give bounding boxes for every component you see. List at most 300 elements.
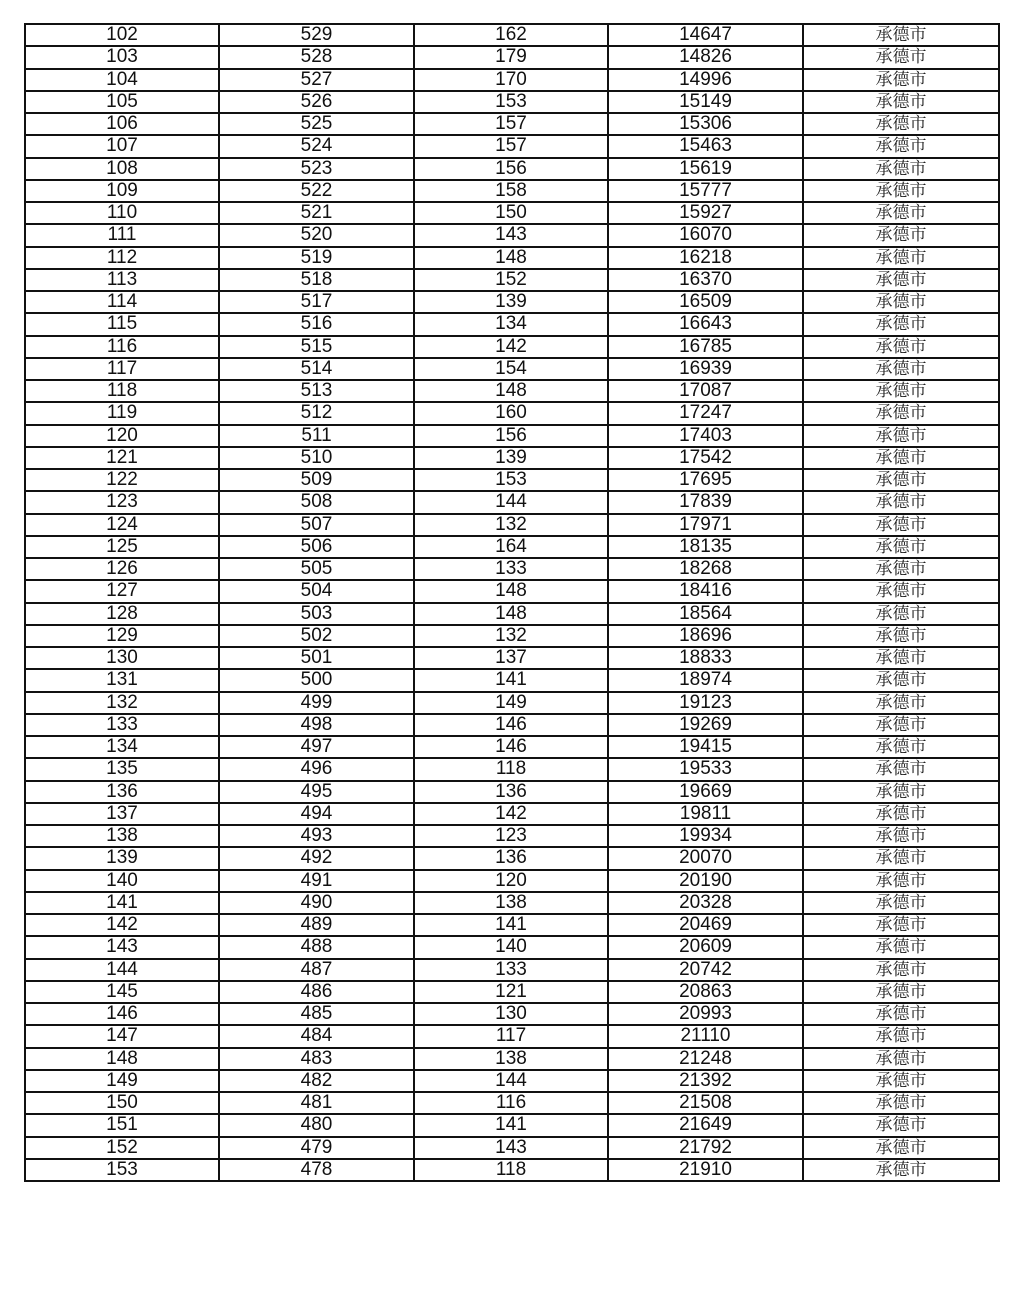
city-cell: 承德市 bbox=[803, 959, 999, 981]
table-row bbox=[25, 336, 999, 358]
city-cell: 承德市 bbox=[803, 69, 999, 91]
city-cell: 承德市 bbox=[803, 936, 999, 958]
cumulative-count-cell: 18268 bbox=[608, 558, 803, 580]
table-row bbox=[25, 291, 999, 313]
count-cell: 148 bbox=[414, 247, 608, 269]
table-row bbox=[25, 536, 999, 558]
score-cell: 487 bbox=[219, 959, 414, 981]
table-row bbox=[25, 603, 999, 625]
table-row bbox=[25, 180, 999, 202]
count-cell: 132 bbox=[414, 514, 608, 536]
row-index-cell: 132 bbox=[25, 692, 219, 714]
cumulative-count-cell: 21392 bbox=[608, 1070, 803, 1092]
score-cell: 504 bbox=[219, 580, 414, 602]
row-index-cell: 150 bbox=[25, 1092, 219, 1114]
count-cell: 150 bbox=[414, 202, 608, 224]
city-cell: 承德市 bbox=[803, 358, 999, 380]
table-row bbox=[25, 1159, 999, 1181]
score-cell: 488 bbox=[219, 936, 414, 958]
table-row bbox=[25, 447, 999, 469]
row-index-cell: 120 bbox=[25, 425, 219, 447]
city-cell: 承德市 bbox=[803, 692, 999, 714]
table-row bbox=[25, 425, 999, 447]
score-cell: 494 bbox=[219, 803, 414, 825]
count-cell: 157 bbox=[414, 135, 608, 157]
cumulative-count-cell: 20742 bbox=[608, 959, 803, 981]
row-index-cell: 115 bbox=[25, 313, 219, 335]
count-cell: 160 bbox=[414, 402, 608, 424]
count-cell: 146 bbox=[414, 714, 608, 736]
cumulative-count-cell: 17403 bbox=[608, 425, 803, 447]
city-cell: 承德市 bbox=[803, 135, 999, 157]
count-cell: 140 bbox=[414, 936, 608, 958]
city-cell: 承德市 bbox=[803, 247, 999, 269]
row-index-cell: 116 bbox=[25, 336, 219, 358]
count-cell: 130 bbox=[414, 1003, 608, 1025]
city-cell: 承德市 bbox=[803, 336, 999, 358]
table-row bbox=[25, 135, 999, 157]
score-cell: 516 bbox=[219, 313, 414, 335]
cumulative-count-cell: 20609 bbox=[608, 936, 803, 958]
score-cell: 524 bbox=[219, 135, 414, 157]
table-row bbox=[25, 1025, 999, 1047]
cumulative-count-cell: 17971 bbox=[608, 514, 803, 536]
cumulative-count-cell: 16785 bbox=[608, 336, 803, 358]
score-cell: 493 bbox=[219, 825, 414, 847]
table-row bbox=[25, 981, 999, 1003]
table-row bbox=[25, 1048, 999, 1070]
score-cell: 483 bbox=[219, 1048, 414, 1070]
cumulative-count-cell: 19934 bbox=[608, 825, 803, 847]
city-cell: 承德市 bbox=[803, 825, 999, 847]
row-index-cell: 107 bbox=[25, 135, 219, 157]
score-cell: 514 bbox=[219, 358, 414, 380]
table-row bbox=[25, 825, 999, 847]
score-cell: 499 bbox=[219, 692, 414, 714]
row-index-cell: 114 bbox=[25, 291, 219, 313]
count-cell: 116 bbox=[414, 1092, 608, 1114]
score-cell: 526 bbox=[219, 91, 414, 113]
row-index-cell: 130 bbox=[25, 647, 219, 669]
table-row bbox=[25, 558, 999, 580]
table-row bbox=[25, 1003, 999, 1025]
score-cell: 501 bbox=[219, 647, 414, 669]
city-cell: 承德市 bbox=[803, 491, 999, 513]
table-row bbox=[25, 847, 999, 869]
row-index-cell: 112 bbox=[25, 247, 219, 269]
table-row bbox=[25, 914, 999, 936]
cumulative-count-cell: 18974 bbox=[608, 669, 803, 691]
count-cell: 118 bbox=[414, 758, 608, 780]
row-index-cell: 143 bbox=[25, 936, 219, 958]
count-cell: 133 bbox=[414, 959, 608, 981]
score-cell: 528 bbox=[219, 46, 414, 68]
count-cell: 141 bbox=[414, 1114, 608, 1136]
table-row bbox=[25, 892, 999, 914]
city-cell: 承德市 bbox=[803, 847, 999, 869]
city-cell: 承德市 bbox=[803, 447, 999, 469]
count-cell: 157 bbox=[414, 113, 608, 135]
row-index-cell: 126 bbox=[25, 558, 219, 580]
count-cell: 153 bbox=[414, 469, 608, 491]
cumulative-count-cell: 20863 bbox=[608, 981, 803, 1003]
score-cell: 520 bbox=[219, 224, 414, 246]
score-cell: 505 bbox=[219, 558, 414, 580]
count-cell: 144 bbox=[414, 491, 608, 513]
cumulative-count-cell: 16370 bbox=[608, 269, 803, 291]
cumulative-count-cell: 14647 bbox=[608, 24, 803, 46]
cumulative-count-cell: 16643 bbox=[608, 313, 803, 335]
row-index-cell: 137 bbox=[25, 803, 219, 825]
city-cell: 承德市 bbox=[803, 870, 999, 892]
city-cell: 承德市 bbox=[803, 402, 999, 424]
count-cell: 149 bbox=[414, 692, 608, 714]
cumulative-count-cell: 16070 bbox=[608, 224, 803, 246]
city-cell: 承德市 bbox=[803, 981, 999, 1003]
row-index-cell: 102 bbox=[25, 24, 219, 46]
count-cell: 123 bbox=[414, 825, 608, 847]
score-cell: 527 bbox=[219, 69, 414, 91]
row-index-cell: 123 bbox=[25, 491, 219, 513]
count-cell: 136 bbox=[414, 781, 608, 803]
cumulative-count-cell: 18135 bbox=[608, 536, 803, 558]
score-cell: 507 bbox=[219, 514, 414, 536]
cumulative-count-cell: 17087 bbox=[608, 380, 803, 402]
city-cell: 承德市 bbox=[803, 803, 999, 825]
score-cell: 486 bbox=[219, 981, 414, 1003]
city-cell: 承德市 bbox=[803, 180, 999, 202]
cumulative-count-cell: 15306 bbox=[608, 113, 803, 135]
row-index-cell: 119 bbox=[25, 402, 219, 424]
score-cell: 529 bbox=[219, 24, 414, 46]
count-cell: 133 bbox=[414, 558, 608, 580]
row-index-cell: 129 bbox=[25, 625, 219, 647]
cumulative-count-cell: 17839 bbox=[608, 491, 803, 513]
count-cell: 144 bbox=[414, 1070, 608, 1092]
city-cell: 承德市 bbox=[803, 892, 999, 914]
count-cell: 153 bbox=[414, 91, 608, 113]
row-index-cell: 110 bbox=[25, 202, 219, 224]
table-row bbox=[25, 113, 999, 135]
count-cell: 170 bbox=[414, 69, 608, 91]
city-cell: 承德市 bbox=[803, 914, 999, 936]
table-row bbox=[25, 247, 999, 269]
score-cell: 481 bbox=[219, 1092, 414, 1114]
table-row bbox=[25, 46, 999, 68]
count-cell: 162 bbox=[414, 24, 608, 46]
score-cell: 485 bbox=[219, 1003, 414, 1025]
row-index-cell: 148 bbox=[25, 1048, 219, 1070]
city-cell: 承德市 bbox=[803, 647, 999, 669]
row-index-cell: 124 bbox=[25, 514, 219, 536]
count-cell: 139 bbox=[414, 447, 608, 469]
count-cell: 148 bbox=[414, 380, 608, 402]
count-cell: 179 bbox=[414, 46, 608, 68]
table-row bbox=[25, 1092, 999, 1114]
score-cell: 480 bbox=[219, 1114, 414, 1136]
score-cell: 492 bbox=[219, 847, 414, 869]
row-index-cell: 135 bbox=[25, 758, 219, 780]
city-cell: 承德市 bbox=[803, 558, 999, 580]
count-cell: 141 bbox=[414, 914, 608, 936]
table-row bbox=[25, 1114, 999, 1136]
score-cell: 498 bbox=[219, 714, 414, 736]
count-cell: 118 bbox=[414, 1159, 608, 1181]
table-row bbox=[25, 202, 999, 224]
score-cell: 508 bbox=[219, 491, 414, 513]
city-cell: 承德市 bbox=[803, 313, 999, 335]
table-row bbox=[25, 625, 999, 647]
cumulative-count-cell: 17247 bbox=[608, 402, 803, 424]
score-cell: 511 bbox=[219, 425, 414, 447]
cumulative-count-cell: 16939 bbox=[608, 358, 803, 380]
row-index-cell: 109 bbox=[25, 180, 219, 202]
city-cell: 承德市 bbox=[803, 46, 999, 68]
cumulative-count-cell: 15927 bbox=[608, 202, 803, 224]
table-row bbox=[25, 692, 999, 714]
row-index-cell: 133 bbox=[25, 714, 219, 736]
count-cell: 136 bbox=[414, 847, 608, 869]
cumulative-count-cell: 19669 bbox=[608, 781, 803, 803]
row-index-cell: 128 bbox=[25, 603, 219, 625]
row-index-cell: 127 bbox=[25, 580, 219, 602]
table-row bbox=[25, 758, 999, 780]
city-cell: 承德市 bbox=[803, 1025, 999, 1047]
city-cell: 承德市 bbox=[803, 714, 999, 736]
row-index-cell: 147 bbox=[25, 1025, 219, 1047]
count-cell: 156 bbox=[414, 158, 608, 180]
city-cell: 承德市 bbox=[803, 736, 999, 758]
score-cell: 491 bbox=[219, 870, 414, 892]
table-row bbox=[25, 269, 999, 291]
row-index-cell: 104 bbox=[25, 69, 219, 91]
count-cell: 148 bbox=[414, 603, 608, 625]
row-index-cell: 144 bbox=[25, 959, 219, 981]
table-row bbox=[25, 313, 999, 335]
city-cell: 承德市 bbox=[803, 1159, 999, 1181]
table-row bbox=[25, 491, 999, 513]
row-index-cell: 142 bbox=[25, 914, 219, 936]
score-cell: 512 bbox=[219, 402, 414, 424]
row-index-cell: 138 bbox=[25, 825, 219, 847]
count-cell: 143 bbox=[414, 1137, 608, 1159]
table-row bbox=[25, 936, 999, 958]
city-cell: 承德市 bbox=[803, 1048, 999, 1070]
cumulative-count-cell: 18564 bbox=[608, 603, 803, 625]
table-row bbox=[25, 469, 999, 491]
score-cell: 517 bbox=[219, 291, 414, 313]
table-row bbox=[25, 514, 999, 536]
count-cell: 142 bbox=[414, 803, 608, 825]
table-row bbox=[25, 870, 999, 892]
count-cell: 156 bbox=[414, 425, 608, 447]
city-cell: 承德市 bbox=[803, 224, 999, 246]
cumulative-count-cell: 20469 bbox=[608, 914, 803, 936]
cumulative-count-cell: 20190 bbox=[608, 870, 803, 892]
score-distribution-table bbox=[24, 23, 1000, 1182]
table-row bbox=[25, 736, 999, 758]
score-cell: 502 bbox=[219, 625, 414, 647]
table-row bbox=[25, 358, 999, 380]
table-row bbox=[25, 1070, 999, 1092]
cumulative-count-cell: 16509 bbox=[608, 291, 803, 313]
cumulative-count-cell: 15463 bbox=[608, 135, 803, 157]
cumulative-count-cell: 14996 bbox=[608, 69, 803, 91]
city-cell: 承德市 bbox=[803, 1114, 999, 1136]
city-cell: 承德市 bbox=[803, 625, 999, 647]
score-cell: 518 bbox=[219, 269, 414, 291]
row-index-cell: 105 bbox=[25, 91, 219, 113]
row-index-cell: 117 bbox=[25, 358, 219, 380]
table-row bbox=[25, 224, 999, 246]
cumulative-count-cell: 15619 bbox=[608, 158, 803, 180]
count-cell: 121 bbox=[414, 981, 608, 1003]
city-cell: 承德市 bbox=[803, 1003, 999, 1025]
score-cell: 523 bbox=[219, 158, 414, 180]
score-cell: 479 bbox=[219, 1137, 414, 1159]
score-cell: 519 bbox=[219, 247, 414, 269]
cumulative-count-cell: 20993 bbox=[608, 1003, 803, 1025]
count-cell: 148 bbox=[414, 580, 608, 602]
city-cell: 承德市 bbox=[803, 269, 999, 291]
cumulative-count-cell: 15777 bbox=[608, 180, 803, 202]
cumulative-count-cell: 17695 bbox=[608, 469, 803, 491]
table-row bbox=[25, 580, 999, 602]
table-row bbox=[25, 714, 999, 736]
table-row bbox=[25, 91, 999, 113]
cumulative-count-cell: 20328 bbox=[608, 892, 803, 914]
city-cell: 承德市 bbox=[803, 758, 999, 780]
row-index-cell: 118 bbox=[25, 380, 219, 402]
count-cell: 139 bbox=[414, 291, 608, 313]
row-index-cell: 122 bbox=[25, 469, 219, 491]
table-row bbox=[25, 1137, 999, 1159]
cumulative-count-cell: 21248 bbox=[608, 1048, 803, 1070]
cumulative-count-cell: 19533 bbox=[608, 758, 803, 780]
table-row bbox=[25, 69, 999, 91]
city-cell: 承德市 bbox=[803, 1070, 999, 1092]
city-cell: 承德市 bbox=[803, 202, 999, 224]
city-cell: 承德市 bbox=[803, 291, 999, 313]
row-index-cell: 140 bbox=[25, 870, 219, 892]
table-row bbox=[25, 669, 999, 691]
table-row bbox=[25, 647, 999, 669]
count-cell: 120 bbox=[414, 870, 608, 892]
score-cell: 478 bbox=[219, 1159, 414, 1181]
table-row bbox=[25, 24, 999, 46]
city-cell: 承德市 bbox=[803, 91, 999, 113]
cumulative-count-cell: 15149 bbox=[608, 91, 803, 113]
score-cell: 506 bbox=[219, 536, 414, 558]
row-index-cell: 121 bbox=[25, 447, 219, 469]
cumulative-count-cell: 21110 bbox=[608, 1025, 803, 1047]
score-cell: 513 bbox=[219, 380, 414, 402]
row-index-cell: 151 bbox=[25, 1114, 219, 1136]
cumulative-count-cell: 18833 bbox=[608, 647, 803, 669]
cumulative-count-cell: 19123 bbox=[608, 692, 803, 714]
city-cell: 承德市 bbox=[803, 781, 999, 803]
cumulative-count-cell: 19269 bbox=[608, 714, 803, 736]
city-cell: 承德市 bbox=[803, 669, 999, 691]
city-cell: 承德市 bbox=[803, 1137, 999, 1159]
row-index-cell: 134 bbox=[25, 736, 219, 758]
row-index-cell: 153 bbox=[25, 1159, 219, 1181]
count-cell: 152 bbox=[414, 269, 608, 291]
cumulative-count-cell: 21649 bbox=[608, 1114, 803, 1136]
row-index-cell: 139 bbox=[25, 847, 219, 869]
table-body bbox=[25, 24, 999, 1181]
table-row bbox=[25, 402, 999, 424]
row-index-cell: 125 bbox=[25, 536, 219, 558]
count-cell: 138 bbox=[414, 892, 608, 914]
cumulative-count-cell: 21508 bbox=[608, 1092, 803, 1114]
city-cell: 承德市 bbox=[803, 514, 999, 536]
row-index-cell: 103 bbox=[25, 46, 219, 68]
city-cell: 承德市 bbox=[803, 24, 999, 46]
count-cell: 143 bbox=[414, 224, 608, 246]
city-cell: 承德市 bbox=[803, 113, 999, 135]
row-index-cell: 152 bbox=[25, 1137, 219, 1159]
row-index-cell: 108 bbox=[25, 158, 219, 180]
score-cell: 484 bbox=[219, 1025, 414, 1047]
score-cell: 496 bbox=[219, 758, 414, 780]
city-cell: 承德市 bbox=[803, 380, 999, 402]
row-index-cell: 149 bbox=[25, 1070, 219, 1092]
score-cell: 509 bbox=[219, 469, 414, 491]
cumulative-count-cell: 19415 bbox=[608, 736, 803, 758]
count-cell: 164 bbox=[414, 536, 608, 558]
score-cell: 515 bbox=[219, 336, 414, 358]
row-index-cell: 145 bbox=[25, 981, 219, 1003]
cumulative-count-cell: 18416 bbox=[608, 580, 803, 602]
cumulative-count-cell: 19811 bbox=[608, 803, 803, 825]
table-row bbox=[25, 803, 999, 825]
count-cell: 146 bbox=[414, 736, 608, 758]
count-cell: 137 bbox=[414, 647, 608, 669]
score-cell: 497 bbox=[219, 736, 414, 758]
row-index-cell: 113 bbox=[25, 269, 219, 291]
score-cell: 489 bbox=[219, 914, 414, 936]
table-row bbox=[25, 158, 999, 180]
score-cell: 500 bbox=[219, 669, 414, 691]
count-cell: 142 bbox=[414, 336, 608, 358]
count-cell: 158 bbox=[414, 180, 608, 202]
count-cell: 138 bbox=[414, 1048, 608, 1070]
cumulative-count-cell: 21910 bbox=[608, 1159, 803, 1181]
city-cell: 承德市 bbox=[803, 469, 999, 491]
city-cell: 承德市 bbox=[803, 1092, 999, 1114]
cumulative-count-cell: 18696 bbox=[608, 625, 803, 647]
cumulative-count-cell: 21792 bbox=[608, 1137, 803, 1159]
score-cell: 495 bbox=[219, 781, 414, 803]
cumulative-count-cell: 20070 bbox=[608, 847, 803, 869]
count-cell: 117 bbox=[414, 1025, 608, 1047]
row-index-cell: 111 bbox=[25, 224, 219, 246]
row-index-cell: 136 bbox=[25, 781, 219, 803]
cumulative-count-cell: 16218 bbox=[608, 247, 803, 269]
table-row bbox=[25, 959, 999, 981]
score-cell: 503 bbox=[219, 603, 414, 625]
city-cell: 承德市 bbox=[803, 158, 999, 180]
row-index-cell: 131 bbox=[25, 669, 219, 691]
count-cell: 141 bbox=[414, 669, 608, 691]
score-cell: 522 bbox=[219, 180, 414, 202]
count-cell: 132 bbox=[414, 625, 608, 647]
table-row bbox=[25, 781, 999, 803]
row-index-cell: 141 bbox=[25, 892, 219, 914]
table-row bbox=[25, 380, 999, 402]
score-cell: 521 bbox=[219, 202, 414, 224]
